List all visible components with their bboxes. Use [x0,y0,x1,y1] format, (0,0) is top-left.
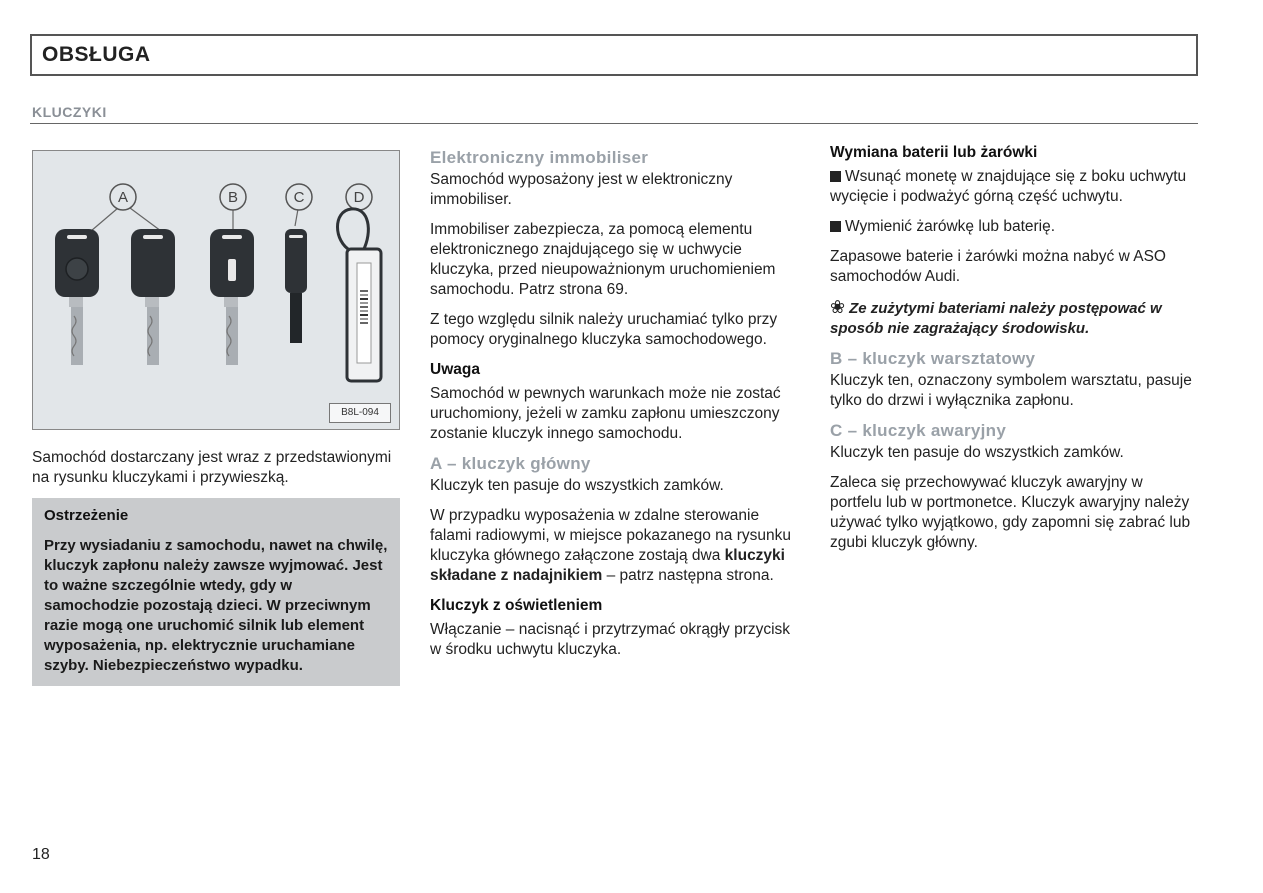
key-a-main-1 [55,229,99,365]
column-3 [830,143,1198,563]
figure-caption: Samochód dostarczany jest wraz z przedstawionymi na rysunku kluczykami i przywieszką. [32,449,392,486]
page-number: 18 [32,846,50,863]
heading-emergency-key: C – kluczyk awaryjny [830,421,1007,440]
main-key-text-bold: kluczyki składane z nadajnikiem [430,547,785,584]
paragraph-emergency-key-2: Zaleca się przechowywać kluczyk awaryjny w portfelu lub w portmonetce. Kluczyk awaryjny należy używać tylko wyjątkowo, gdy zapomni się zabrać lub zgubi kluczyk główny. [830,474,1191,551]
paragraph-immobiliser-2: Immobiliser zabezpiecza, za pomocą elementu elektronicznego znajdującego się w uchwycie kluczyka, przed nieupoważnionym uruchomieniem samochodu. Patrz strona 69. [430,221,776,298]
paragraph-emergency-key-1: Kluczyk ten pasuje do wszystkich zamków. [830,444,1124,461]
svg-text:B: B [227,189,239,206]
bullet-square-icon [830,171,841,182]
eco-note [830,297,1198,339]
paragraph-immobiliser-3: Z tego względu silnik należy uruchamiać tylko przy pomocy oryginalnego kluczyka samochodowego. [430,311,778,348]
key-c-emergency [285,229,307,343]
heading-light-key: Kluczyk z oświetleniem [430,597,603,614]
paragraph-main-key-1: Kluczyk ten pasuje do wszystkich zamków. [430,477,724,494]
bullet-square-icon [830,221,841,232]
bullet-item-1 [830,167,1198,207]
key-a-main-2 [131,229,175,365]
environment-icon: ❀ [830,297,846,317]
column-1 [32,150,400,686]
main-key-text-b: – patrz następna strona. [602,567,774,584]
callout-d [346,184,372,210]
callout-b [220,184,246,210]
paragraph-workshop-key: Kluczyk ten, oznaczony symbolem warsztatu, pasuje tylko do drzwi i wyłącznika zapłonu. [830,372,1192,409]
heading-immobiliser: Elektroniczny immobiliser [430,148,649,167]
section-title: KLUCZYKI [32,104,107,120]
keys-figure [32,150,400,430]
bullet-item-1-text: Wsunąć monetę w znajdujące się z boku uchwytu wycięcie i podważyć górną część uchwytu. [830,168,1187,205]
figure-code: B8L-094 [329,403,391,423]
heading-main-key: A – kluczyk główny [430,454,591,473]
svg-text:D: D [353,189,365,206]
paragraph-light-key: Włączanie – nacisnąć i przytrzymać okrągły przycisk w środku uchwytu kluczyka. [430,621,791,658]
heading-battery-replacement: Wymiana baterii lub żarówki [830,144,1038,161]
callout-c [286,184,312,210]
svg-text:C: C [293,189,305,206]
key-b-workshop [210,229,254,365]
bullet-item-2 [830,217,1198,237]
warning-title: Ostrzeżenie [44,507,129,524]
chapter-title: OBSŁUGA [42,43,151,66]
warning-text: Przy wysiadaniu z samochodu, nawet na chwilę, kluczyk zapłonu należy zawsze wyjmować. Jest to ważne szczególnie wtedy, gdy w samochodzie pozostają dzieci. W przeciwnym razie mogą one uruchomić silnik lub element wyposażenia, np. elektrycznie uruchamiane szyby. Niebezpieczeństwo wypadku. [44,537,388,674]
paragraph-spare-parts: Zapasowe baterie i żarówki można nabyć w ASO samochodów Audi. [830,248,1166,285]
paragraph-main-key-2 [430,506,798,586]
warning-box [32,498,400,686]
heading-uwaga: Uwaga [430,361,480,378]
section-divider [30,123,1198,124]
keys-illustration [33,151,401,431]
callout-a [110,184,136,210]
column-2 [430,148,798,670]
chapter-header [30,34,1198,76]
bullet-item-2-text: Wymienić żarówkę lub baterię. [845,218,1056,235]
main-key-text-a: W przypadku wyposażenia w zdalne sterowanie falami radiowymi, w miejsce pokazanego na rysunku kluczyka głównego załączone zostają dwa [430,507,791,564]
svg-text:A: A [117,189,129,206]
paragraph-immobiliser-1: Samochód wyposażony jest w elektroniczny immobiliser. [430,171,733,208]
key-tag-d [338,209,382,381]
paragraph-uwaga: Samochód w pewnych warunkach może nie zostać uruchomiony, jeżeli w zamku zapłonu umieszczony zostanie kluczyk innego samochodu. [430,385,781,442]
heading-workshop-key: B – kluczyk warsztatowy [830,349,1036,368]
eco-note-text: Ze zużytymi bateriami należy postępować w sposób nie zagrażający środowisku. [830,300,1162,337]
